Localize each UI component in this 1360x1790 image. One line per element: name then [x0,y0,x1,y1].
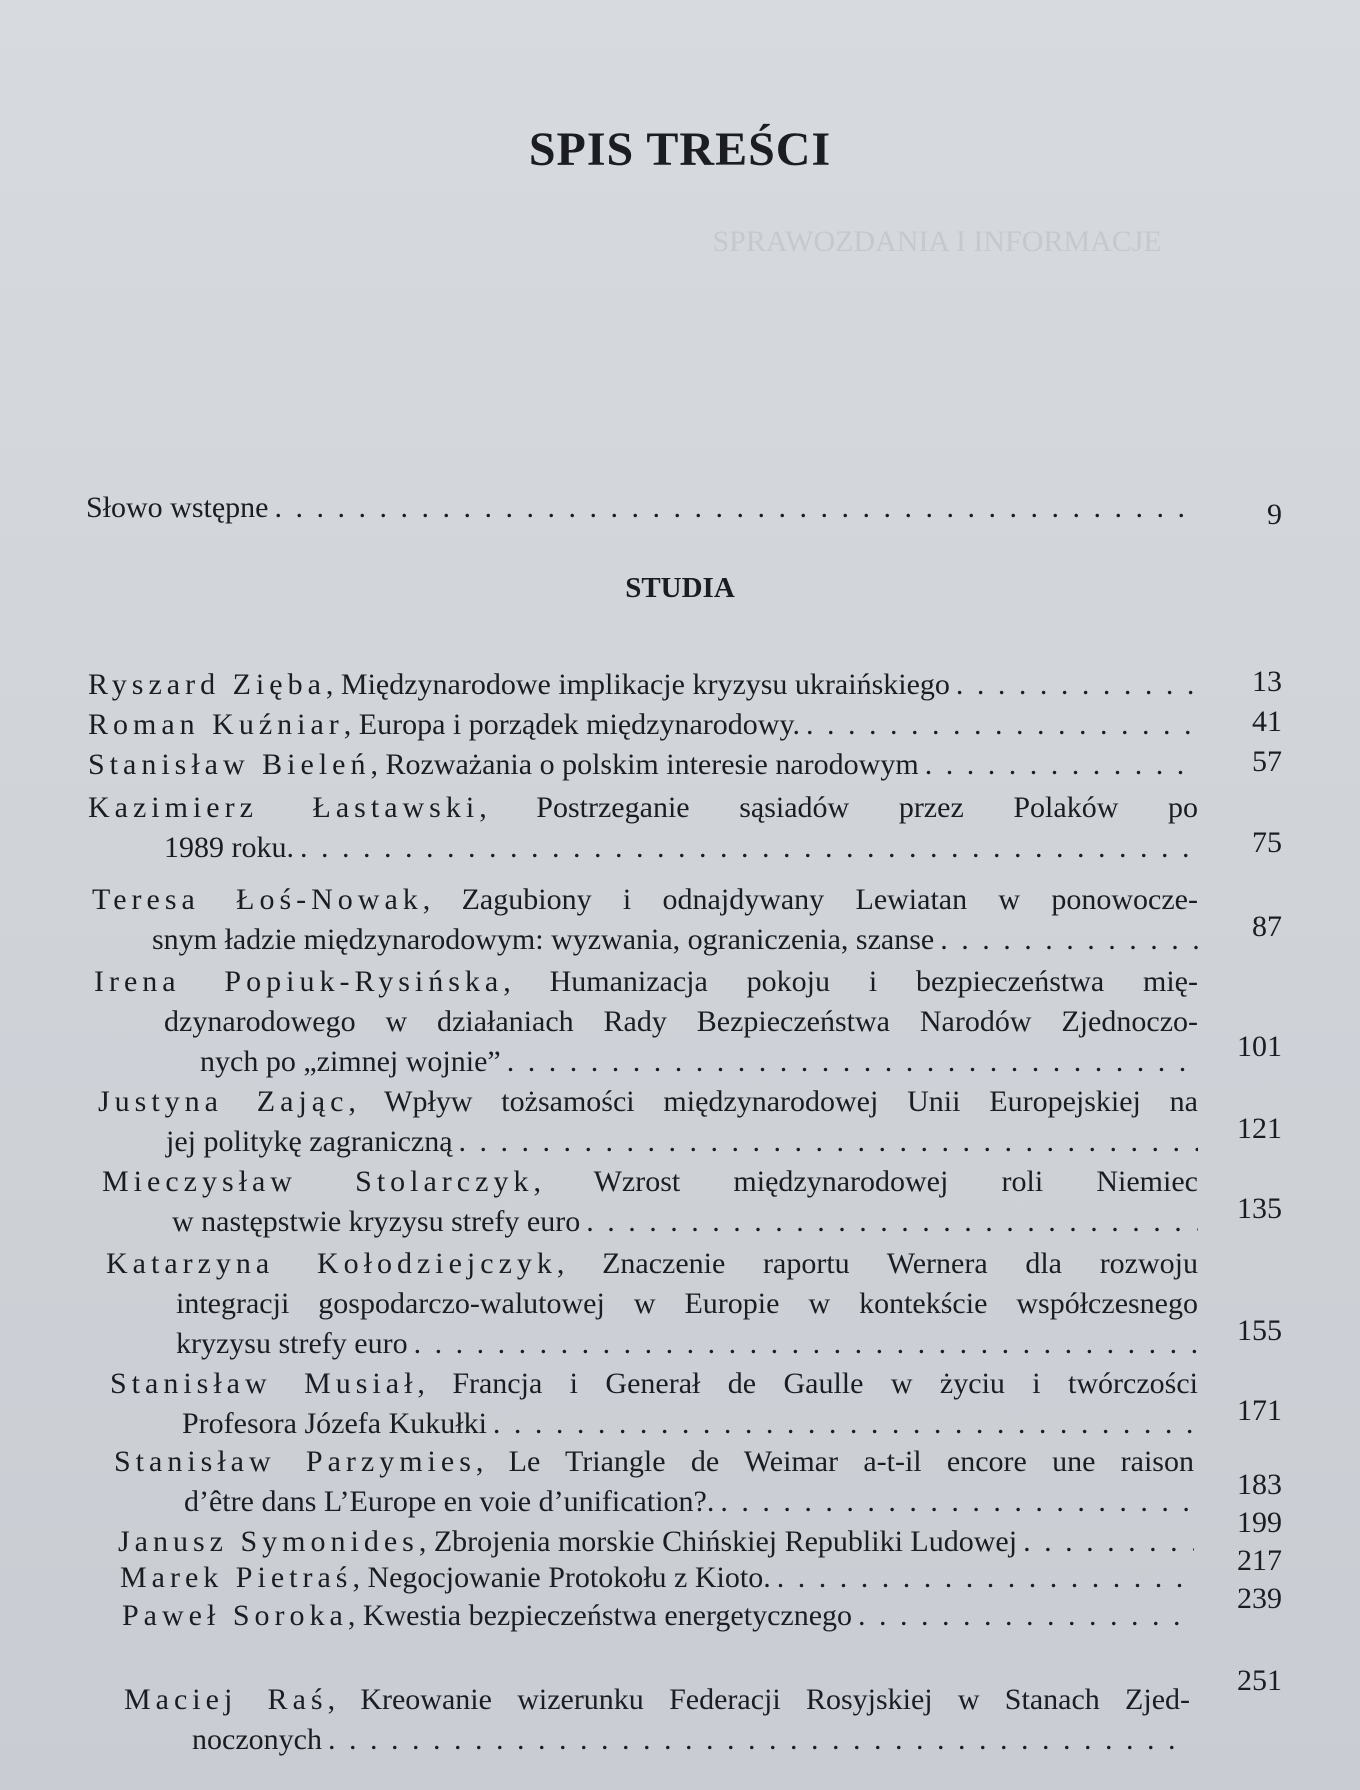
toc-entry[interactable] [120,1558,1194,1598]
toc-title-line: , Postrzeganie sąsiadów przez Polaków po [479,791,1198,824]
toc-page-number: 217 [1237,1544,1282,1577]
toc-page-number: 251 [1237,1664,1282,1697]
toc-title-line: snym ładzie międzynarodowym: wyzwania, ograniczenia, szanse [152,923,935,956]
toc-entry[interactable] [106,1244,1198,1364]
toc-entry-intro[interactable] [86,488,1196,528]
toc-entry[interactable] [114,1442,1194,1522]
toc-page-number: 135 [1237,1192,1282,1225]
toc-title-line: Profesora Józefa Kukułki [182,1407,487,1440]
toc-page-number: 121 [1237,1112,1282,1145]
toc-page-number: 171 [1237,1394,1282,1427]
toc-title-line: , Wpływ tożsamości międzynarodowej Unii Europejskiej na [348,1085,1199,1118]
dot-leader [1023,1522,1194,1562]
toc-author: Teresa Łoś-Nowak [92,883,423,916]
toc-title-line: jej politykę zagraniczną [166,1125,453,1158]
toc-page-number: 41 [1252,705,1282,738]
toc-title-line: d’être dans L’Europe en voie d’unification?. [184,1485,715,1518]
toc-page-number: 155 [1237,1314,1282,1347]
toc-title: , Międzynarodowe implikacje kryzysu ukraińskiego [325,668,950,701]
toc-entry[interactable] [98,1082,1198,1162]
dot-leader [858,1596,1194,1636]
toc-page-number: 239 [1237,1582,1282,1615]
toc-title: , Zbrojenia morskie Chińskiej Republiki Ludowej [418,1525,1018,1558]
toc-title-line: integracji gospodarczo-walutowej w Europie w kontekście współczesnego [176,1287,1198,1320]
toc-page-number: 183 [1237,1468,1282,1501]
toc-author: Stanisław Parzymies [114,1445,476,1478]
dot-leader [300,828,1198,868]
toc-entry[interactable] [94,962,1198,1082]
toc-author: Roman Kuźniar [88,708,344,741]
section-heading: STUDIA [625,572,735,604]
toc-author: Stanisław Musiał [110,1367,418,1400]
toc-title-line: noczonych [192,1723,322,1756]
toc-page-number: 13 [1252,665,1282,698]
toc-page-number: 101 [1237,1030,1282,1063]
toc-author: Kazimierz Łastawski [88,791,480,824]
dot-leader [956,665,1198,705]
dot-leader [586,1202,1198,1242]
toc-page-number: 199 [1237,1506,1282,1539]
toc-page-number: 75 [1252,826,1282,859]
toc-page-number: 87 [1252,910,1282,943]
toc-author: Justyna Zając [98,1085,349,1118]
dot-leader [328,1720,1190,1760]
toc-title: , Negocjowanie Protokołu z Kioto. [352,1561,771,1594]
toc-title-line: , Zagubiony i odnajdywany Lewiatan w ponowocze- [422,883,1198,916]
dot-leader [777,1558,1194,1598]
toc-title-line: nych po „zimnej wojnie” [200,1045,501,1078]
dot-leader [940,920,1198,960]
toc-author: Mieczysław Stolarczyk [102,1165,534,1198]
toc-entry[interactable] [92,880,1198,960]
toc-author: Marek Pietraś [120,1561,353,1594]
dot-leader [459,1122,1198,1162]
toc-entry[interactable] [124,1680,1190,1760]
toc-title-line: , Wzrost międzynarodowej roli Niemiec [533,1165,1198,1198]
toc-author: Ryszard Zięba [88,668,326,701]
dot-leader [275,488,1197,528]
toc-title: , Europa i porządek międzynarodowy. [343,708,801,741]
toc-author: Katarzyna Kołodziejczyk [106,1247,557,1280]
toc-author: Paweł Soroka [122,1599,348,1632]
toc-title-line: w następstwie kryzysu strefy euro [172,1205,581,1238]
dot-leader [493,1404,1198,1444]
toc-author: Janusz Symonides [118,1525,419,1558]
toc-title-line: , Le Triangle de Weimar a-t-il encore une raison [475,1445,1194,1478]
dot-leader [806,705,1198,745]
toc-title-line: dzynarodowego w działaniach Rady Bezpieczeństwa Narodów Zjednoczo- [164,1005,1198,1038]
dot-leader [925,745,1198,785]
toc-author: Maciej Raś [124,1683,328,1716]
toc-entry[interactable] [88,745,1198,785]
bleed-through-text: SPRAWOZDANIA I INFORMACJE [712,225,1162,258]
toc-page-number: 57 [1252,745,1282,778]
toc-author: Irena Popiuk-Rysińska [94,965,504,998]
toc-title-line: 1989 roku. [164,831,294,864]
toc-entry[interactable] [102,1162,1198,1242]
toc-title-line: kryzysu strefy euro [176,1327,408,1360]
toc-title-line: , Znaczenie raportu Wernera dla rozwoju [556,1247,1199,1280]
toc-title-line: , Humanizacja pokoju i bezpieczeństwa mię- [503,965,1198,998]
toc-entry[interactable] [88,788,1198,868]
toc-author: Stanisław Bieleń [88,748,371,781]
toc-entry[interactable] [118,1522,1194,1562]
toc-entry-label: Słowo wstępne [86,491,269,524]
toc-entry[interactable] [122,1596,1194,1636]
toc-title: , Rozważania o polskim interesie narodowym [370,748,919,781]
toc-entry[interactable] [88,705,1198,745]
toc-title-line: , Francja i Generał de Gaulle w życiu i twórczości [417,1367,1198,1400]
dot-leader [414,1324,1198,1364]
toc-page-number: 9 [1267,498,1282,531]
dot-leader [507,1042,1198,1082]
dot-leader [720,1482,1194,1522]
toc-title: , Kwestia bezpieczeństwa energetycznego [347,1599,853,1632]
toc-entry[interactable] [88,665,1198,705]
page-title: SPIS TREŚCI [528,123,832,176]
toc-entry[interactable] [110,1364,1198,1444]
toc-title-line: , Kreowanie wizerunku Federacji Rosyjskiej w Stanach Zjed- [327,1683,1190,1716]
